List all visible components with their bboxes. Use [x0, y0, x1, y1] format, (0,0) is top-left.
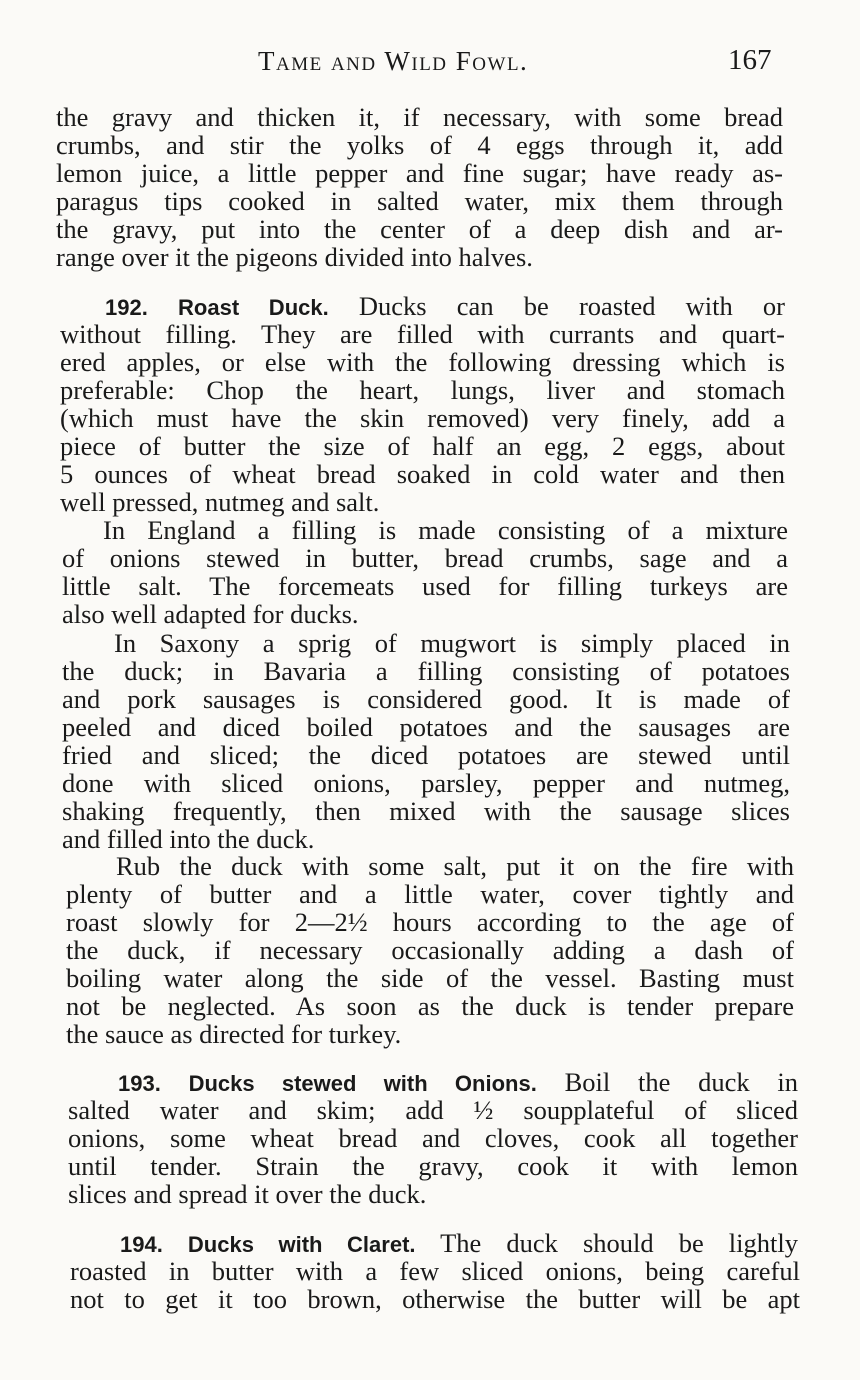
recipe-number: 192. — [105, 295, 148, 320]
page-header — [0, 40, 860, 80]
recipe-title: Ducks with Claret. — [187, 1232, 416, 1257]
text-line: slices and spread it over the duck. — [68, 1179, 427, 1209]
text-line: shaking frequently, then mixed with the sausage slices — [62, 796, 790, 826]
recipe-number: 194. — [120, 1232, 163, 1257]
text-line: of onions stewed in butter, bread crumbs, sage and a — [62, 543, 788, 573]
text-line: onions, some wheat bread and cloves, cook all together — [68, 1123, 798, 1153]
text-line: The duck should be lightly — [440, 1228, 798, 1258]
text-line: the duck, if necessary occasionally adding a dash of — [66, 935, 794, 965]
running-title: Tame and Wild Fowl. — [258, 46, 529, 76]
text-line: well pressed, nutmeg and salt. — [60, 487, 380, 517]
text-line: not be neglected. As soon as the duck is tender prepare — [66, 991, 794, 1021]
text-line: roast slowly for 2—2½ hours according to the age of — [66, 907, 794, 937]
page-number: 167 — [728, 44, 772, 76]
text-line: Rub the duck with some salt, put it on the fire with — [116, 851, 794, 881]
text-line: 5 ounces of wheat bread soaked in cold water and then — [60, 459, 785, 489]
text-line: Boil the duck in — [564, 1067, 799, 1097]
text-line: paragus tips cooked in salted water, mix them through — [56, 186, 783, 216]
text-line: and filled into the duck. — [62, 824, 315, 854]
text-line: crumbs, and stir the yolks of 4 eggs through it, add — [56, 130, 783, 160]
text-line: peeled and diced boiled potatoes and the sausages are — [62, 712, 790, 742]
text-line: Ducks can be roasted with or — [358, 291, 786, 321]
text-line: boiling water along the side of the vessel. Basting must — [66, 963, 794, 993]
text-line: In England a filling is made consisting of a mixture — [103, 515, 788, 545]
text-line: also well adapted for ducks. — [62, 599, 359, 629]
recipe-title: Ducks stewed with Onions. — [188, 1071, 537, 1096]
recipe-title: Roast Duck. — [178, 295, 329, 320]
text-line: the sauce as directed for turkey. — [66, 1019, 402, 1049]
text-line: the gravy, put into the center of a deep dish and ar- — [56, 214, 783, 244]
text-line: until tender. Strain the gravy, cook it with lemon — [68, 1151, 798, 1181]
text-line: the duck; in Bavaria a filling consisting of potatoes — [62, 656, 790, 686]
text-line: the gravy and thicken it, if necessary, with some bread — [56, 102, 783, 132]
text-line: done with sliced onions, parsley, pepper and nutmeg, — [62, 768, 790, 798]
text-line: (which must have the skin removed) very finely, add a — [60, 403, 785, 433]
text-line: plenty of butter and a little water, cover tightly and — [66, 879, 794, 909]
text-line: salted water and skim; add ½ soupplateful of sliced — [68, 1095, 798, 1125]
text-line: roasted in butter with a few sliced onions, being careful — [70, 1256, 800, 1286]
recipe-number: 193. — [118, 1071, 161, 1096]
text-line: and pork sausages is considered good. It is made of — [62, 684, 790, 714]
text-line: without filling. They are filled with currants and quart- — [60, 319, 785, 349]
text-line: little salt. The forcemeats used for filling turkeys are — [62, 571, 788, 601]
text-line: In Saxony a sprig of mugwort is simply placed in — [114, 628, 790, 658]
text-line: not to get it too brown, otherwise the butter will be apt — [70, 1284, 800, 1314]
text-line: lemon juice, a little pepper and fine sugar; have ready as- — [56, 158, 783, 188]
text-line: preferable: Chop the heart, lungs, liver and stomach — [60, 375, 785, 405]
text-line: range over it the pigeons divided into halves. — [56, 242, 533, 272]
text-line: fried and sliced; the diced potatoes are stewed until — [62, 740, 790, 770]
text-line: ered apples, or else with the following dressing which is — [60, 347, 785, 377]
text-line: piece of butter the size of half an egg, 2 eggs, about — [60, 431, 785, 461]
